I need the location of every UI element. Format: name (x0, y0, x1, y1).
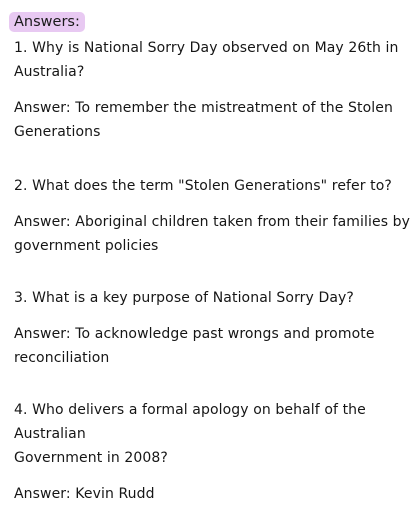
qa-item-1 (14, 36, 410, 144)
qa-item-3 (14, 286, 410, 370)
answers-heading: Answers: (9, 12, 85, 32)
answer-1 (14, 96, 410, 144)
answer-3 (14, 322, 410, 370)
answer-4 (14, 482, 410, 506)
answer-3-line-1: Answer: To acknowledge past wrongs and promote (14, 326, 375, 342)
answer-2 (14, 210, 410, 258)
answer-2-line-2: government policies (14, 238, 159, 254)
answer-4-line-1: Answer: Kevin Rudd (14, 486, 155, 502)
question-4-line-1: 4. Who delivers a formal apology on behalf of the Australian (14, 402, 366, 442)
answer-3-line-2: reconciliation (14, 350, 110, 366)
question-3-line-1: 3. What is a key purpose of National Sorry Day? (14, 290, 354, 306)
answer-1-line-1: Answer: To remember the mistreatment of the Stolen (14, 100, 393, 116)
qa-item-2 (14, 174, 410, 258)
question-1-line-1: 1. Why is National Sorry Day observed on May 26th in (14, 40, 399, 56)
qa-item-4 (14, 398, 410, 506)
answer-2-line-1: Answer: Aboriginal children taken from their families by (14, 214, 411, 230)
answer-1-line-2: Generations (14, 124, 101, 140)
question-1-line-2: Australia? (14, 64, 85, 80)
question-2-line-1: 2. What does the term "Stolen Generations" refer to? (14, 178, 392, 194)
question-4-line-2: Government in 2008? (14, 450, 168, 466)
